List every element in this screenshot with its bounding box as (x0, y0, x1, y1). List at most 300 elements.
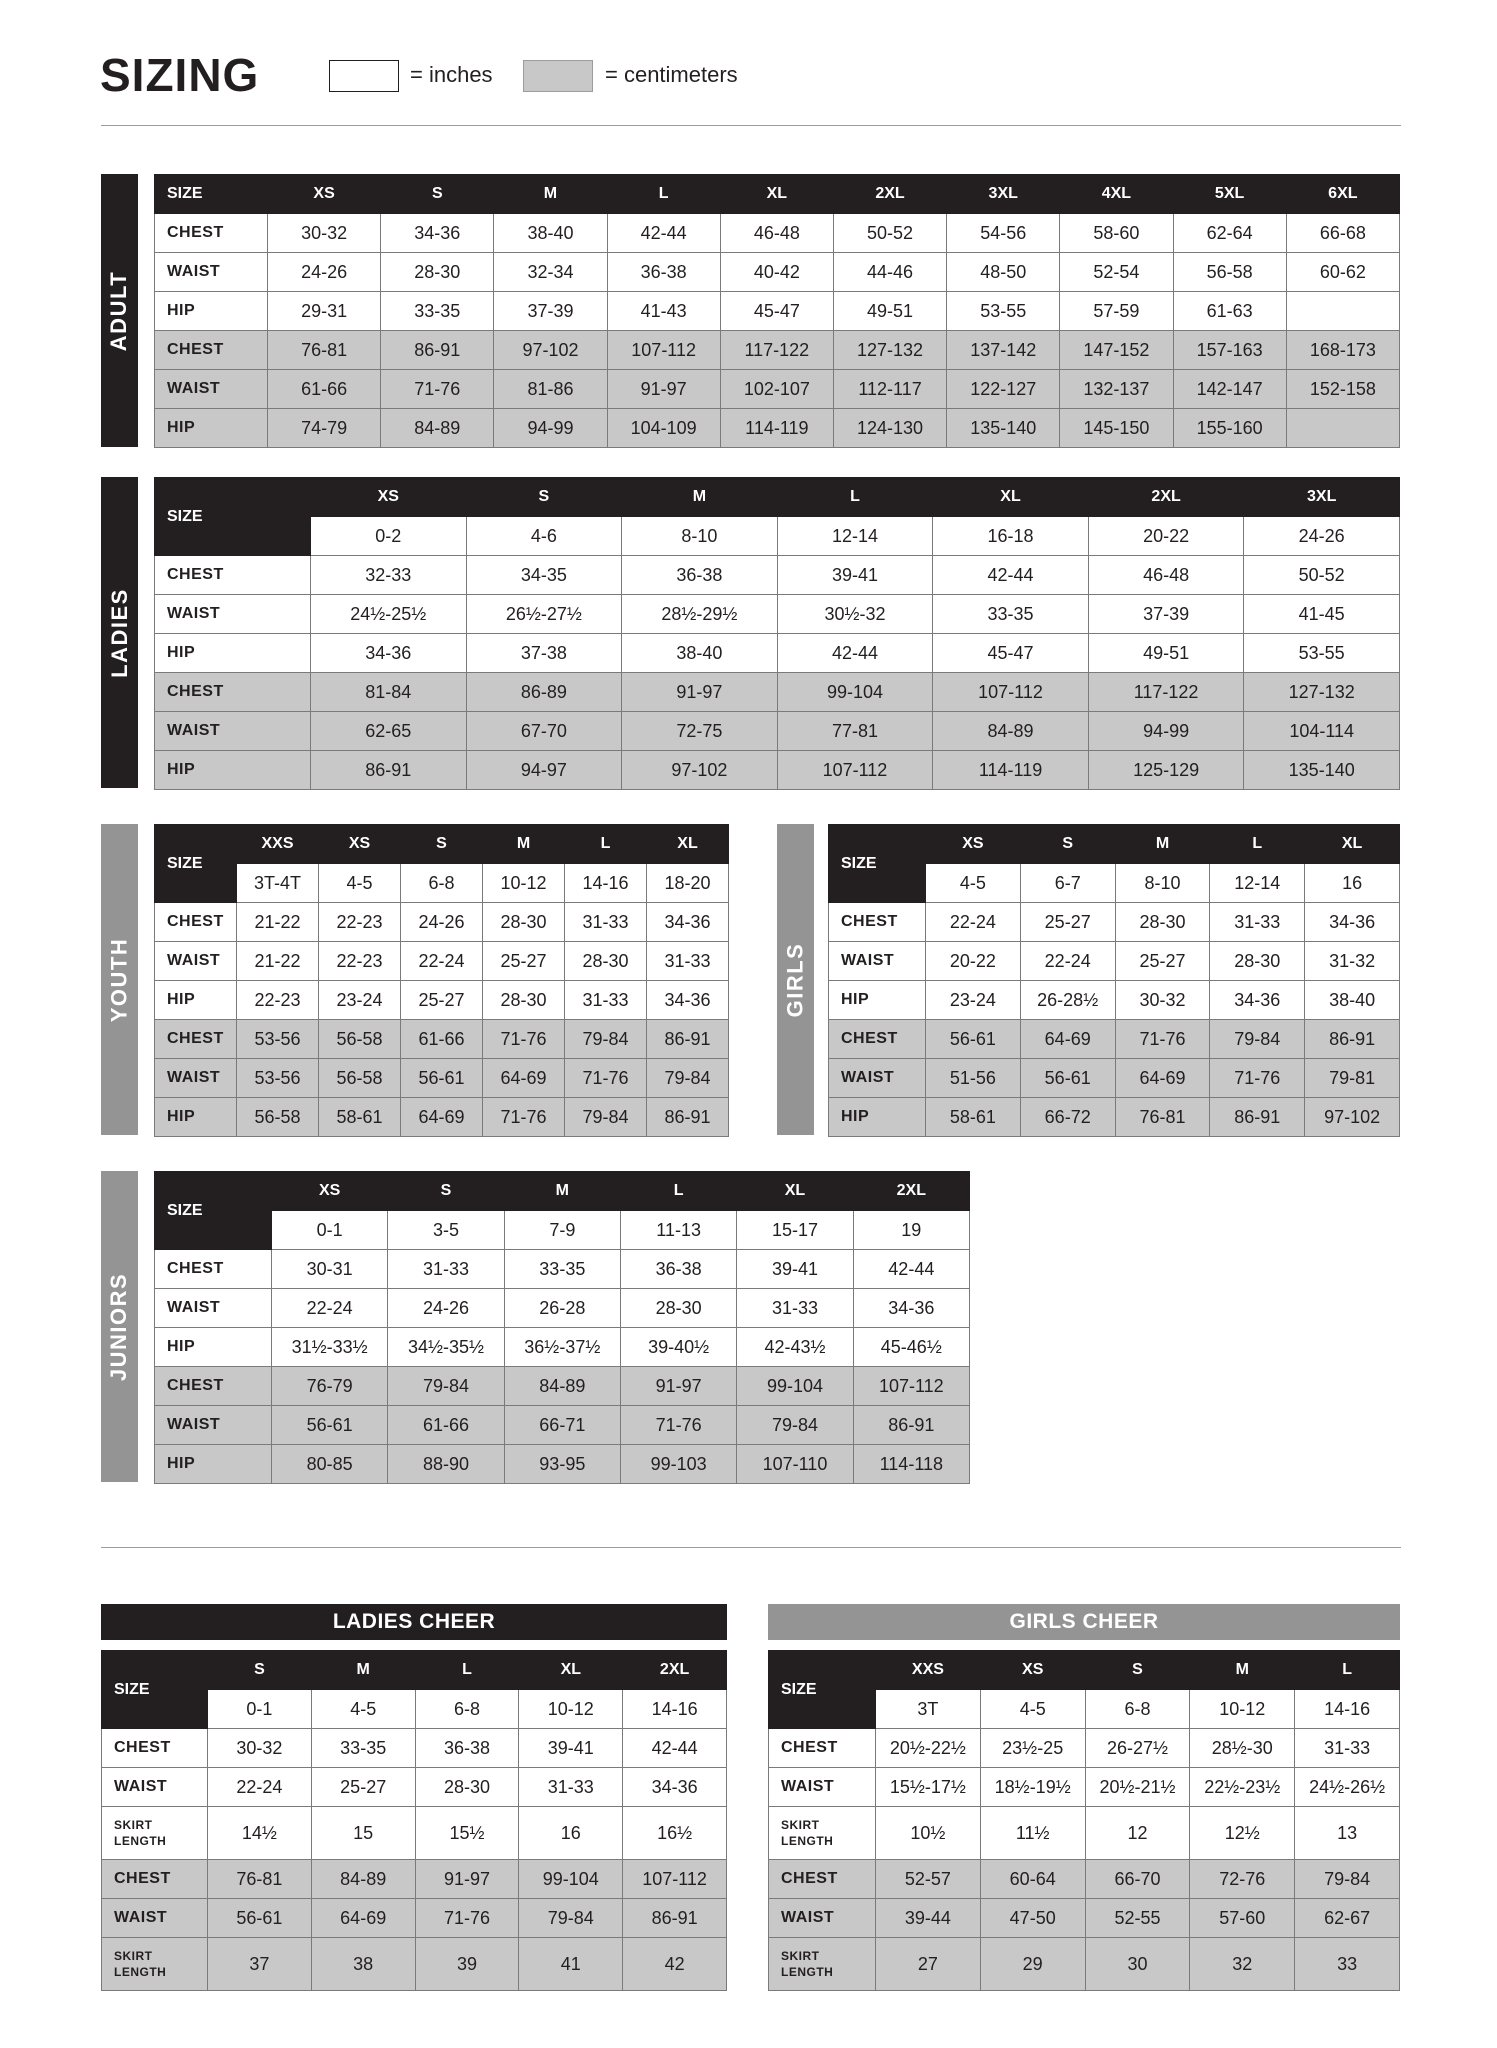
size-value: 62-64 (1173, 214, 1286, 253)
size-letter: L (777, 478, 933, 517)
size-letter: M (504, 1172, 620, 1211)
size-header-row (155, 825, 729, 864)
size-number: 16-18 (933, 517, 1089, 556)
size-value: 38 (311, 1938, 415, 1991)
size-value: 56-58 (237, 1098, 319, 1137)
size-value: 51-56 (926, 1059, 1021, 1098)
size-value: 22½-23½ (1190, 1768, 1295, 1807)
size-letter: M (483, 825, 565, 864)
measure-label: CHEST (155, 673, 311, 712)
size-number: 4-5 (319, 864, 401, 903)
measure-label (769, 1807, 876, 1860)
cm-waist-row (829, 1059, 1400, 1098)
size-value: 52-55 (1085, 1899, 1190, 1938)
size-value: 28-30 (620, 1289, 736, 1328)
size-header-label: SIZE (155, 175, 268, 214)
measure-label: HIP (829, 981, 926, 1020)
size-value: 31-32 (1305, 942, 1400, 981)
size-number: 0-1 (208, 1690, 312, 1729)
numeric-size-row (155, 1211, 970, 1250)
size-value (1286, 409, 1399, 448)
size-value: 52-57 (876, 1860, 981, 1899)
cm-hip-row (155, 751, 1400, 790)
measure-label: WAIST (155, 253, 268, 292)
size-value: 127-132 (833, 331, 946, 370)
size-value: 26-28 (504, 1289, 620, 1328)
size-value: 97-102 (1305, 1098, 1400, 1137)
size-value: 28-30 (483, 903, 565, 942)
size-value: 157-163 (1173, 331, 1286, 370)
size-value: 21-22 (237, 903, 319, 942)
size-value: 58-61 (926, 1098, 1021, 1137)
size-value: 66-70 (1085, 1860, 1190, 1899)
inch-waist-row (155, 595, 1400, 634)
size-value: 53-55 (947, 292, 1060, 331)
size-value: 15½-17½ (876, 1768, 981, 1807)
juniors-size-table (154, 1171, 970, 1484)
size-value: 56-61 (1020, 1059, 1115, 1098)
measure-label (769, 1938, 876, 1991)
measure-label: CHEST (155, 1250, 272, 1289)
size-value: 64-69 (311, 1899, 415, 1938)
size-value: 28½-29½ (622, 595, 778, 634)
size-value: 135-140 (947, 409, 1060, 448)
size-value: 39-41 (737, 1250, 853, 1289)
measure-label: WAIST (769, 1768, 876, 1807)
size-value: 22-23 (319, 942, 401, 981)
size-value: 42-44 (607, 214, 720, 253)
inches-legend-label: = inches (410, 62, 493, 87)
size-value: 22-24 (401, 942, 483, 981)
size-value: 31-33 (737, 1289, 853, 1328)
size-value: 86-91 (623, 1899, 727, 1938)
cm-hip-row (829, 1098, 1400, 1137)
size-letter: 2XL (853, 1172, 969, 1211)
size-value: 16½ (623, 1807, 727, 1860)
size-value: 142-147 (1173, 370, 1286, 409)
size-value: 107-112 (853, 1367, 969, 1406)
size-value: 42 (623, 1938, 727, 1991)
size-value: 97-102 (494, 331, 607, 370)
size-value: 86-91 (1210, 1098, 1305, 1137)
size-value: 20½-21½ (1085, 1768, 1190, 1807)
size-value: 23-24 (319, 981, 401, 1020)
cm-hip-row (155, 1098, 729, 1137)
size-value: 37-39 (494, 292, 607, 331)
size-value: 32 (1190, 1938, 1295, 1991)
size-value: 30-32 (268, 214, 381, 253)
size-value: 20-22 (926, 942, 1021, 981)
size-number: 20-22 (1088, 517, 1244, 556)
size-value: 39-41 (519, 1729, 623, 1768)
size-number: 8-10 (1115, 864, 1210, 903)
size-value: 34-36 (311, 634, 467, 673)
size-number: 4-5 (926, 864, 1021, 903)
size-value: 61-66 (401, 1020, 483, 1059)
measure-label-line: LENGTH (781, 1834, 834, 1848)
size-value: 61-66 (268, 370, 381, 409)
size-number: 14-16 (623, 1690, 727, 1729)
size-value: 33-35 (381, 292, 494, 331)
size-value: 62-67 (1295, 1899, 1400, 1938)
size-value: 22-23 (319, 903, 401, 942)
size-value: 58-60 (1060, 214, 1173, 253)
size-letter: S (466, 478, 622, 517)
measure-label-line: SKIRT (781, 1949, 820, 1963)
cm-skirt-length-row (102, 1938, 727, 1991)
size-value: 94-99 (494, 409, 607, 448)
size-value: 31½-33½ (272, 1328, 388, 1367)
inch-waist-row (102, 1768, 727, 1807)
size-value: 71-76 (1115, 1020, 1210, 1059)
size-value: 25-27 (311, 1768, 415, 1807)
juniors-section-label: JUNIORS (101, 1171, 138, 1482)
size-number: 4-5 (980, 1690, 1085, 1729)
size-value: 31-33 (565, 903, 647, 942)
size-value: 60-64 (980, 1860, 1085, 1899)
cm-skirt-length-row (769, 1938, 1400, 1991)
size-number: 8-10 (622, 517, 778, 556)
size-letter: 3XL (947, 175, 1060, 214)
measure-label: WAIST (102, 1768, 208, 1807)
size-value: 34-36 (647, 903, 729, 942)
adult-section-label: ADULT (101, 174, 138, 447)
size-value: 104-109 (607, 409, 720, 448)
size-value: 137-142 (947, 331, 1060, 370)
cm-waist-row (155, 1059, 729, 1098)
size-value: 18½-19½ (980, 1768, 1085, 1807)
size-number: 19 (853, 1211, 969, 1250)
size-letter: XS (926, 825, 1021, 864)
measure-label: WAIST (155, 370, 268, 409)
size-letter: S (1020, 825, 1115, 864)
measure-label-line: LENGTH (114, 1965, 167, 1979)
size-value: 86-91 (1305, 1020, 1400, 1059)
size-header-label: SIZE (155, 825, 237, 903)
size-value: 56-61 (926, 1020, 1021, 1059)
cm-waist-row (155, 1406, 970, 1445)
size-letter: XL (519, 1651, 623, 1690)
youth-size-table (154, 824, 729, 1137)
size-value: 94-99 (1088, 712, 1244, 751)
size-value: 22-24 (926, 903, 1021, 942)
size-value: 56-61 (272, 1406, 388, 1445)
size-value: 29-31 (268, 292, 381, 331)
measure-label: WAIST (155, 712, 311, 751)
measure-label: HIP (155, 409, 268, 448)
size-letter: 2XL (623, 1651, 727, 1690)
size-value: 24½-25½ (311, 595, 467, 634)
size-value: 71-76 (620, 1406, 736, 1445)
size-value: 24-26 (388, 1289, 504, 1328)
measure-label: CHEST (155, 1367, 272, 1406)
size-value: 135-140 (1244, 751, 1400, 790)
size-value: 41 (519, 1938, 623, 1991)
inch-chest-row (769, 1729, 1400, 1768)
measure-label-line: LENGTH (781, 1965, 834, 1979)
size-value: 36-38 (415, 1729, 519, 1768)
size-letter: XXS (876, 1651, 981, 1690)
measure-label: HIP (155, 292, 268, 331)
size-value: 76-81 (268, 331, 381, 370)
inch-waist-row (155, 1289, 970, 1328)
size-value: 124-130 (833, 409, 946, 448)
size-letter: 5XL (1173, 175, 1286, 214)
size-value: 42-44 (853, 1250, 969, 1289)
size-number: 10-12 (1190, 1690, 1295, 1729)
size-value: 71-76 (381, 370, 494, 409)
size-number: 0-1 (272, 1211, 388, 1250)
size-value: 25-27 (401, 981, 483, 1020)
measure-label: WAIST (155, 942, 237, 981)
cm-chest-row (155, 673, 1400, 712)
measure-label-line: LENGTH (114, 1834, 167, 1848)
inch-waist-row (155, 253, 1400, 292)
header-divider (101, 125, 1401, 126)
cm-hip-row (155, 409, 1400, 448)
size-number: 15-17 (737, 1211, 853, 1250)
size-value: 39-41 (777, 556, 933, 595)
size-value: 114-119 (720, 409, 833, 448)
size-value: 32-33 (311, 556, 467, 595)
size-letter: XS (319, 825, 401, 864)
measure-label: WAIST (155, 1059, 237, 1098)
size-value: 38-40 (494, 214, 607, 253)
size-value: 56-58 (1173, 253, 1286, 292)
size-value: 48-50 (947, 253, 1060, 292)
size-value: 42-44 (933, 556, 1089, 595)
size-value: 107-112 (623, 1860, 727, 1899)
size-value: 22-23 (237, 981, 319, 1020)
size-value: 91-97 (607, 370, 720, 409)
size-header-row (155, 478, 1400, 517)
size-value: 99-103 (620, 1445, 736, 1484)
ladies-size-table (154, 477, 1400, 790)
measure-label: HIP (155, 751, 311, 790)
size-letter: 4XL (1060, 175, 1173, 214)
size-value: 29 (980, 1938, 1085, 1991)
size-value: 24-26 (401, 903, 483, 942)
size-value: 62-65 (311, 712, 467, 751)
size-value: 56-58 (319, 1059, 401, 1098)
size-value: 39 (415, 1938, 519, 1991)
size-value: 127-132 (1244, 673, 1400, 712)
size-value: 39-44 (876, 1899, 981, 1938)
size-value: 28-30 (1210, 942, 1305, 981)
size-value: 30½-32 (777, 595, 933, 634)
size-value: 44-46 (833, 253, 946, 292)
size-value: 86-91 (311, 751, 467, 790)
section-divider (101, 1547, 1401, 1548)
size-value: 36-38 (622, 556, 778, 595)
inch-skirt-length-row (769, 1807, 1400, 1860)
size-value: 80-85 (272, 1445, 388, 1484)
size-value: 114-119 (933, 751, 1089, 790)
measure-label: CHEST (155, 903, 237, 942)
size-value: 37 (208, 1938, 312, 1991)
size-value: 57-60 (1190, 1899, 1295, 1938)
size-value: 34-36 (647, 981, 729, 1020)
size-value: 76-81 (1115, 1098, 1210, 1137)
size-value: 94-97 (466, 751, 622, 790)
inches-swatch (329, 60, 399, 92)
size-letter: XL (933, 478, 1089, 517)
size-value: 79-84 (519, 1899, 623, 1938)
size-value: 84-89 (381, 409, 494, 448)
measure-label: WAIST (829, 1059, 926, 1098)
size-value: 84-89 (504, 1367, 620, 1406)
size-value: 64-69 (483, 1059, 565, 1098)
size-value: 22-24 (1020, 942, 1115, 981)
size-letter: 2XL (1088, 478, 1244, 517)
girls-section-label: GIRLS (777, 824, 814, 1135)
size-value: 33 (1295, 1938, 1400, 1991)
size-value: 79-84 (388, 1367, 504, 1406)
measure-label: CHEST (155, 1020, 237, 1059)
size-letter: L (565, 825, 647, 864)
size-value: 56-61 (208, 1899, 312, 1938)
size-value: 28-30 (483, 981, 565, 1020)
size-value: 20½-22½ (876, 1729, 981, 1768)
girls-size-table (828, 824, 1400, 1137)
size-value: 28-30 (565, 942, 647, 981)
size-number: 6-8 (401, 864, 483, 903)
size-value: 79-84 (737, 1406, 853, 1445)
girls-cheer-title: GIRLS CHEER (768, 1604, 1400, 1640)
size-value: 24-26 (268, 253, 381, 292)
inch-chest-row (102, 1729, 727, 1768)
size-value: 42-44 (777, 634, 933, 673)
girls-cheer-size-table (768, 1650, 1400, 1991)
size-value: 31-33 (388, 1250, 504, 1289)
size-value: 66-68 (1286, 214, 1399, 253)
size-value: 64-69 (1020, 1020, 1115, 1059)
size-letter: S (401, 825, 483, 864)
size-value: 53-56 (237, 1059, 319, 1098)
size-value: 79-84 (1295, 1860, 1400, 1899)
size-value: 31-33 (519, 1768, 623, 1807)
size-number: 3T-4T (237, 864, 319, 903)
size-value: 76-81 (208, 1860, 312, 1899)
size-value: 41-45 (1244, 595, 1400, 634)
size-value: 56-61 (401, 1059, 483, 1098)
size-letter: 2XL (833, 175, 946, 214)
size-value: 61-66 (388, 1406, 504, 1445)
measure-label-line: SKIRT (114, 1818, 153, 1832)
measure-label: WAIST (155, 1289, 272, 1328)
size-value: 54-56 (947, 214, 1060, 253)
size-value: 22-24 (272, 1289, 388, 1328)
size-value: 11½ (980, 1807, 1085, 1860)
size-header-label: SIZE (769, 1651, 876, 1729)
size-value: 25-27 (483, 942, 565, 981)
size-value: 93-95 (504, 1445, 620, 1484)
size-value: 71-76 (565, 1059, 647, 1098)
size-value: 28-30 (381, 253, 494, 292)
size-value: 64-69 (401, 1098, 483, 1137)
size-value: 45-46½ (853, 1328, 969, 1367)
size-number: 14-16 (565, 864, 647, 903)
size-value: 33-35 (504, 1250, 620, 1289)
size-value: 114-118 (853, 1445, 969, 1484)
size-value: 71-76 (415, 1899, 519, 1938)
size-value: 61-63 (1173, 292, 1286, 331)
size-value: 34-35 (466, 556, 622, 595)
size-number: 7-9 (504, 1211, 620, 1250)
inch-hip-row (155, 634, 1400, 673)
size-letter: M (1190, 1651, 1295, 1690)
size-value: 25-27 (1020, 903, 1115, 942)
adult-size-table (154, 174, 1400, 448)
measure-label: CHEST (769, 1729, 876, 1768)
size-value: 15 (311, 1807, 415, 1860)
size-value: 67-70 (466, 712, 622, 751)
size-value: 21-22 (237, 942, 319, 981)
measure-label-line: SKIRT (781, 1818, 820, 1832)
size-value: 34-36 (381, 214, 494, 253)
size-value: 34-36 (853, 1289, 969, 1328)
size-value: 66-71 (504, 1406, 620, 1445)
size-letter: XS (980, 1651, 1085, 1690)
size-value: 31-33 (647, 942, 729, 981)
size-value: 132-137 (1060, 370, 1173, 409)
size-value: 71-76 (483, 1098, 565, 1137)
size-value: 91-97 (620, 1367, 736, 1406)
size-value: 12½ (1190, 1807, 1295, 1860)
size-value: 26½-27½ (466, 595, 622, 634)
size-value: 86-91 (647, 1020, 729, 1059)
inch-waist-row (769, 1768, 1400, 1807)
size-letter: S (208, 1651, 312, 1690)
inch-hip-row (155, 292, 1400, 331)
size-value: 36-38 (607, 253, 720, 292)
size-number: 3T (876, 1690, 981, 1729)
measure-label: HIP (155, 634, 311, 673)
size-value: 34-36 (1305, 903, 1400, 942)
size-number: 4-6 (466, 517, 622, 556)
size-value: 49-51 (833, 292, 946, 331)
cm-hip-row (155, 1445, 970, 1484)
size-value: 30-31 (272, 1250, 388, 1289)
size-number: 3-5 (388, 1211, 504, 1250)
size-value: 97-102 (622, 751, 778, 790)
size-letter: L (1210, 825, 1305, 864)
size-value: 86-91 (647, 1098, 729, 1137)
size-value: 81-84 (311, 673, 467, 712)
measure-label: HIP (155, 1328, 272, 1367)
size-letter: L (620, 1172, 736, 1211)
size-value: 36-38 (620, 1250, 736, 1289)
cm-waist-row (155, 370, 1400, 409)
size-value: 147-152 (1060, 331, 1173, 370)
size-value: 84-89 (311, 1860, 415, 1899)
measure-label (102, 1938, 208, 1991)
size-value: 46-48 (720, 214, 833, 253)
size-value: 27 (876, 1938, 981, 1991)
size-value: 64-69 (1115, 1059, 1210, 1098)
size-value: 77-81 (777, 712, 933, 751)
size-value: 155-160 (1173, 409, 1286, 448)
size-value: 72-76 (1190, 1860, 1295, 1899)
size-value: 53-55 (1244, 634, 1400, 673)
size-value: 104-114 (1244, 712, 1400, 751)
measure-label (102, 1807, 208, 1860)
measure-label: CHEST (102, 1860, 208, 1899)
size-value: 86-91 (381, 331, 494, 370)
size-letter: M (311, 1651, 415, 1690)
size-value: 125-129 (1088, 751, 1244, 790)
cm-waist-row (155, 712, 1400, 751)
